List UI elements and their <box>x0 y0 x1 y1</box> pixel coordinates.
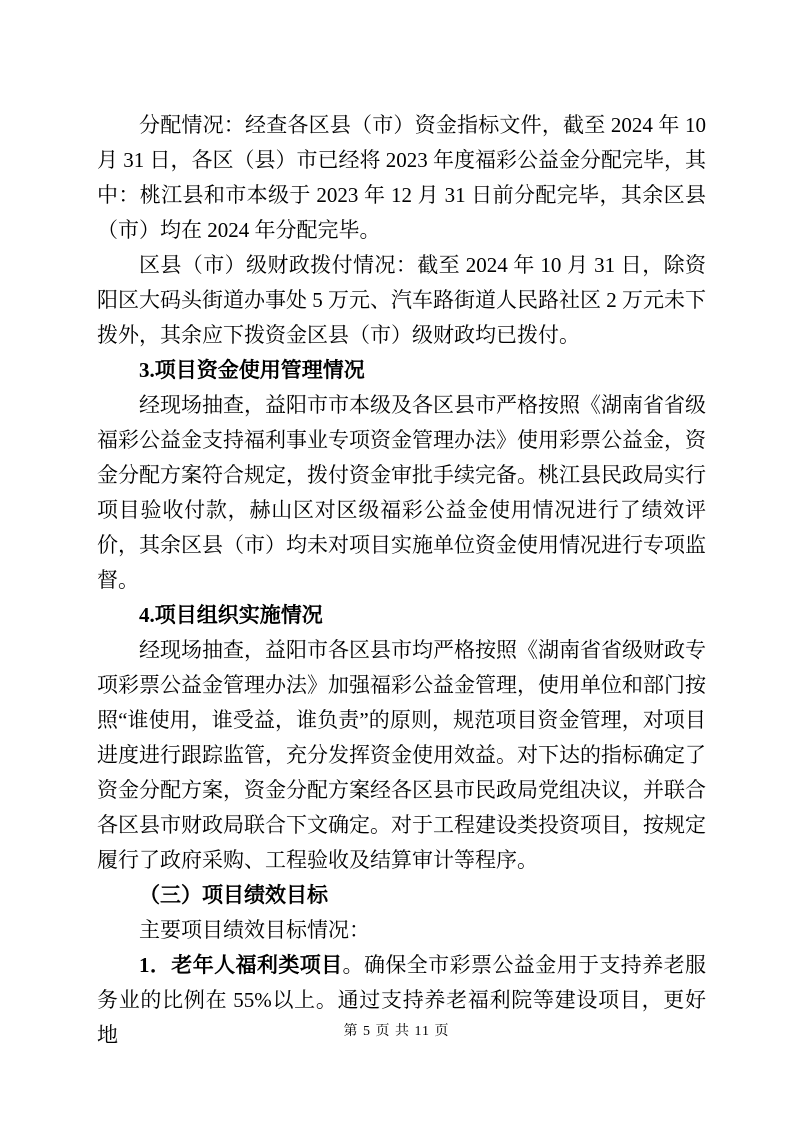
elderly-welfare-lead: 1．老年人福利类项目 <box>139 953 343 977</box>
paragraph-fund-allocation: 分配情况：经查各区县（市）资金指标文件，截至 2024 年 10 月 31 日，各区（县）市已经将 2023 年度福彩公益金分配完毕，其中：桃江县和市本级于 2023 年 12 月 31 日前分配完毕，其余区县（市）均在 2024 年分配完毕。 <box>97 113 706 242</box>
paragraph-implementation-detail: 经现场抽查，益阳市各区县市均严格按照《湖南省省级财政专项彩票公益金管理办法》加强福彩公益金管理，使用单位和部门按照“谁使用，谁受益，谁负责”的原则，规范项目资金管理，对项目进度进行跟踪监管，充分发挥资金使用效益。对下达的指标确定了资金分配方案，资金分配方案经各区县市民政局党组决议，并联合各区县市财政局联合下文确定。对于工程建设类投资项目，按规定履行了政府采购、工程验收及结算审计等程序。 <box>97 638 706 872</box>
document-body <box>97 108 706 1053</box>
paragraph-fund-usage-detail: 经现场抽查，益阳市市本级及各区县市严格按照《湖南省省级福彩公益金支持福利事业专项资金管理办法》使用彩票公益金，资金分配方案符合规定，拨付资金审批手续完备。桃江县民政局实行项目验收付款，赫山区对区级福彩公益金使用情况进行了绩效评价，其余区县（市）均未对项目实施单位资金使用情况进行专项监督。 <box>97 393 706 592</box>
elderly-welfare-rest: 。确保全市彩票公益金用于支持养老服务业的比例在 55%以上。通过支持养老福利院等建设项目，更好地 <box>97 953 707 1047</box>
section-heading-performance-goals: （三）项目绩效目标 <box>139 883 328 907</box>
section-heading-3-fund-usage: 3.项目资金使用管理情况 <box>139 358 365 382</box>
page-number: 第 5 页 共 11 页 <box>343 1024 450 1039</box>
paragraph-fiscal-payment: 区县（市）级财政拨付情况：截至 2024 年 10 月 31 日，除资阳区大码头街道办事处 5 万元、汽车路街道人民路社区 2 万元未下拨外，其余应下拨资金区县（市）级财政均已拨付。 <box>97 253 706 347</box>
paragraph-performance-intro: 主要项目绩效目标情况： <box>139 918 370 942</box>
section-heading-4-implementation: 4.项目组织实施情况 <box>139 603 323 627</box>
